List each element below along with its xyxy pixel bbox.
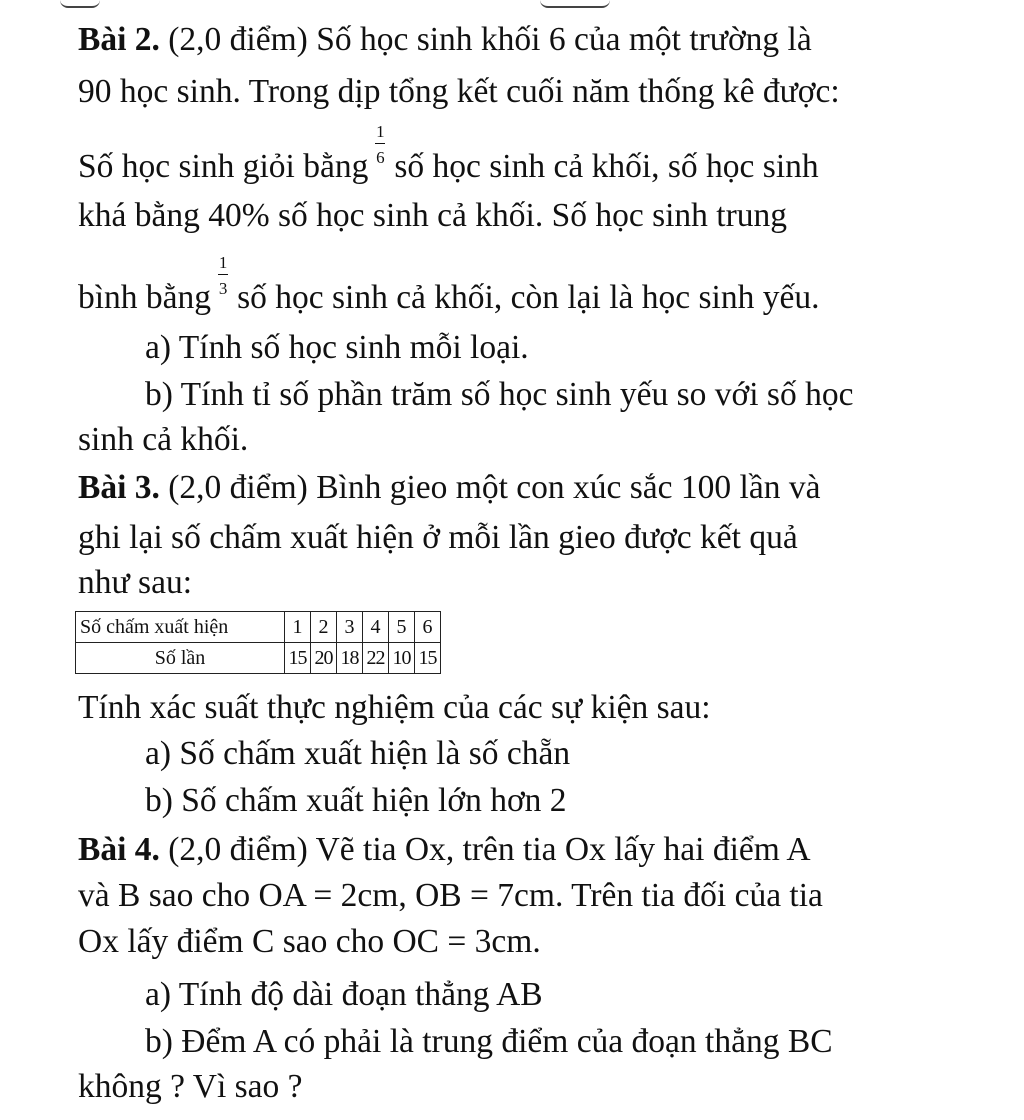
bai3-line-2: ghi lại số chấm xuất hiện ở mỗi lần gieo được kết quả bbox=[78, 519, 798, 556]
table-row bbox=[76, 612, 441, 643]
bai2-line-3-post: số học sinh cả khối, số học sinh bbox=[394, 148, 819, 185]
table-cell: 18 bbox=[337, 643, 363, 674]
bai2-line-3-pre: Số học sinh giỏi bằng bbox=[78, 148, 369, 185]
bai2-line-4: khá bằng 40% số học sinh cả khối. Số học sinh trung bbox=[78, 197, 787, 234]
bai3-heading: Bài 3. bbox=[78, 469, 160, 506]
bai2-title-text: (2,0 điểm) Số học sinh khối 6 của một trường là bbox=[159, 21, 812, 58]
cropped-top-stroke bbox=[540, 0, 610, 8]
dice-results-table bbox=[75, 611, 441, 674]
table-header-cell: Số lần bbox=[76, 643, 285, 674]
fraction-one-third bbox=[215, 253, 231, 318]
table-cell: 22 bbox=[363, 643, 389, 674]
bai2-title-line bbox=[78, 20, 812, 60]
bai4-line-2: và B sao cho OA = 2cm, OB = 7cm. Trên tia đối của tia bbox=[78, 877, 823, 914]
table-cell: 15 bbox=[415, 643, 441, 674]
fraction-denominator: 3 bbox=[218, 279, 228, 298]
bai2-line-5-post: số học sinh cả khối, còn lại là học sinh yếu. bbox=[237, 279, 820, 316]
table-cell: 5 bbox=[389, 612, 415, 643]
bai4-line-3: Ox lấy điểm C sao cho OC = 3cm. bbox=[78, 923, 541, 960]
bai2-part-a: a) Tính số học sinh mỗi loại. bbox=[145, 329, 529, 366]
bai2-line-3 bbox=[78, 122, 819, 187]
table-cell: 1 bbox=[285, 612, 311, 643]
bai2-heading: Bài 2. bbox=[78, 21, 160, 58]
bai4-part-a: a) Tính độ dài đoạn thẳng AB bbox=[145, 976, 543, 1013]
bai4-part-b-cont: không ? Vì sao ? bbox=[78, 1068, 303, 1105]
table-cell: 6 bbox=[415, 612, 441, 643]
bai3-question: Tính xác suất thực nghiệm của các sự kiện sau: bbox=[78, 689, 711, 726]
table-header-cell: Số chấm xuất hiện bbox=[76, 612, 285, 643]
bai4-part-b: b) Đểm A có phải là trung điểm của đoạn thẳng BC bbox=[145, 1023, 833, 1060]
bai2-line-5-pre: bình bằng bbox=[78, 279, 212, 316]
fraction-one-sixth bbox=[372, 122, 388, 187]
cropped-top-stroke bbox=[60, 0, 100, 8]
bai4-title-line bbox=[78, 830, 811, 870]
table-row bbox=[76, 643, 441, 674]
bai2-line-5 bbox=[78, 253, 820, 318]
table-cell: 10 bbox=[389, 643, 415, 674]
bai3-title-text: (2,0 điểm) Bình gieo một con xúc sắc 100 lần và bbox=[159, 469, 821, 506]
fraction-numerator: 1 bbox=[376, 122, 385, 141]
bai3-part-a: a) Số chấm xuất hiện là số chẵn bbox=[145, 735, 571, 772]
table-cell: 20 bbox=[311, 643, 337, 674]
table-cell: 2 bbox=[311, 612, 337, 643]
table-cell: 15 bbox=[285, 643, 311, 674]
fraction-numerator: 1 bbox=[218, 253, 228, 272]
bai2-part-b-cont: sinh cả khối. bbox=[78, 421, 249, 458]
bai3-line-3: như sau: bbox=[78, 564, 192, 601]
table-cell: 4 bbox=[363, 612, 389, 643]
fraction-denominator: 6 bbox=[376, 148, 385, 167]
bai3-title-line bbox=[78, 468, 820, 508]
bai4-heading: Bài 4. bbox=[78, 831, 160, 868]
bai4-title-text: (2,0 điểm) Vẽ tia Ox, trên tia Ox lấy hai điểm A bbox=[159, 831, 811, 868]
table-cell: 3 bbox=[337, 612, 363, 643]
bai2-line-2: 90 học sinh. Trong dịp tổng kết cuối năm thống kê được: bbox=[78, 73, 840, 110]
bai3-part-b: b) Số chấm xuất hiện lớn hơn 2 bbox=[145, 782, 567, 819]
bai2-part-b: b) Tính tỉ số phần trăm số học sinh yếu so với số học bbox=[145, 376, 854, 413]
